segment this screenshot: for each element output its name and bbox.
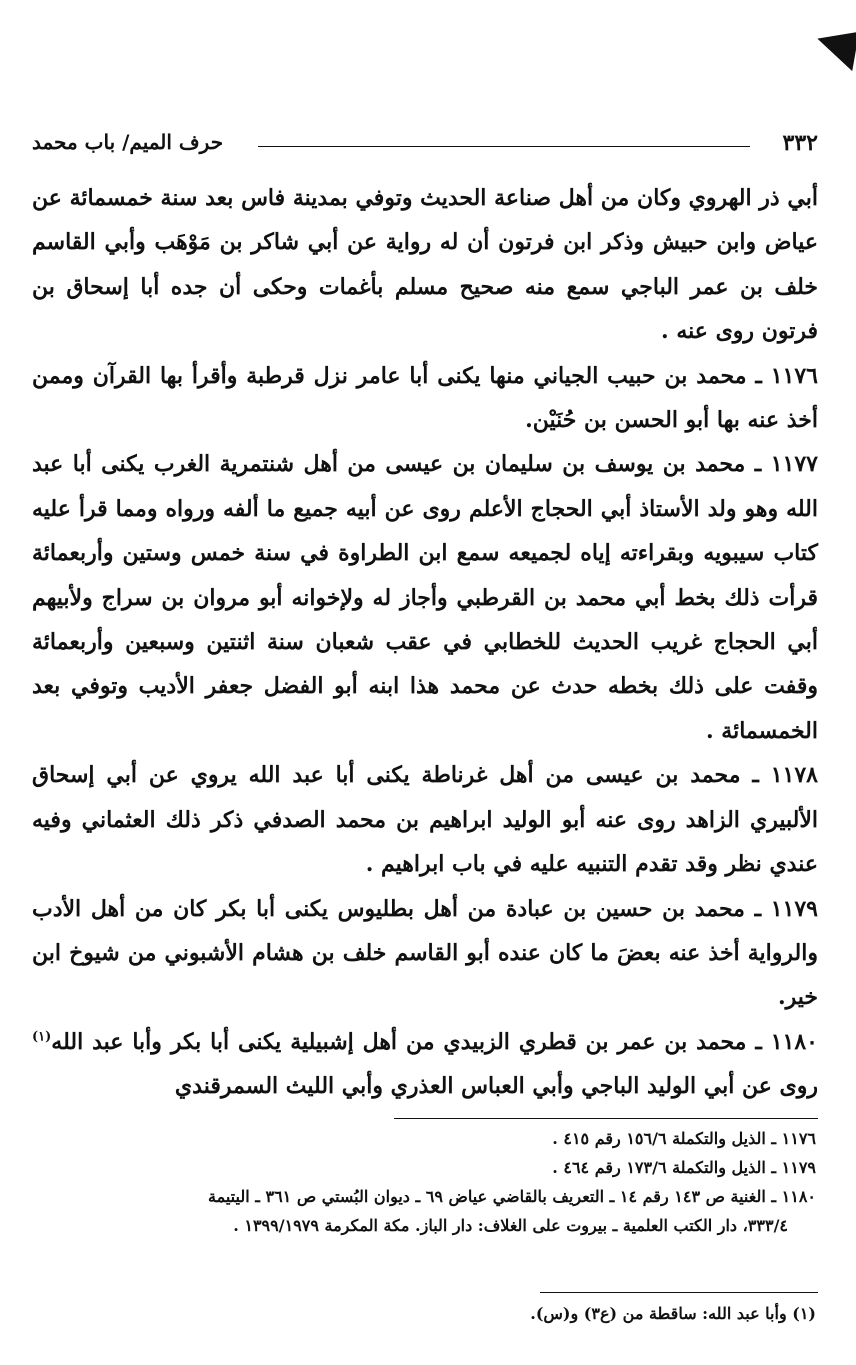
entry-number: ١١٧٩	[770, 895, 818, 922]
source-note: ١١٧٦ ـ الذيل والتكملة ١٥٦/٦ رقم ٤١٥ .	[552, 1129, 816, 1148]
entry-text: ـ محمد بن عيسى من أهل غرناطة يكنى أبا عبد الله يروي عن أبي إسحاق الألبيري الزاهد روى عنه أبو الوليد ابراهيم بن محمد الصدفي ذكر ذلك العثماني وفيه عندي نظر وقد تقدم التنبيه عليه في باب ابراهيم .	[32, 762, 818, 878]
entry-number: ١١٧٦	[770, 362, 818, 389]
paragraph-continued	[32, 176, 818, 354]
footnote: (١) وأبا عبد الله: ساقطة من (ع٣) و(س).	[530, 1304, 816, 1323]
entry-1179	[32, 887, 818, 1020]
entry-1177	[32, 442, 818, 753]
entry-text-continued: روى عن أبي الوليد الباجي وأبي العباس العذري وأبي الليث السمرقندي	[174, 1073, 818, 1100]
entry-1176	[32, 354, 818, 443]
entry-1180	[32, 1020, 818, 1109]
main-text	[32, 176, 818, 1109]
entry-text: ـ محمد بن حسين بن عبادة من أهل بطليوس يكنى أبا بكر كان من أهل الأدب والرواية أخذ عنه بعضَ ما كان عنده أبو القاسم خلف بن هشام الأشبوني من شيوخ ابن خير.	[32, 895, 818, 1011]
header-rule	[258, 146, 750, 147]
entry-text: ـ محمد بن عمر بن قطري الزبيدي من أهل إشبيلية يكنى أبا بكر وأبا عبد الله	[51, 1028, 762, 1055]
footnote-separator	[540, 1292, 818, 1293]
source-note: ١١٨٠ ـ الغنية ص ١٤٣ رقم ١٤ ـ التعريف بالقاضي عياض ٦٩ ـ ديوان البُستي ص ٣٦١ ـ اليتيمة	[208, 1187, 816, 1206]
notes-separator	[394, 1118, 818, 1119]
entry-number: ١١٨٠	[770, 1028, 818, 1055]
entry-number: ١١٧٧	[770, 451, 818, 478]
source-note: ١١٧٩ ـ الذيل والتكملة ١٧٣/٦ رقم ٤٦٤ .	[552, 1158, 816, 1177]
entry-number: ١١٧٨	[770, 762, 818, 789]
footnote-marker[interactable]: (١)	[32, 1029, 52, 1045]
entry-text: ـ محمد بن حبيب الجياني منها يكنى أبا عامر نزل قرطبة وأقرأ بها القرآن وممن أخذ عنه بها أبو الحسن بن حُنَيْن.	[32, 362, 818, 434]
running-head: حرف الميم/ باب محمد	[32, 130, 224, 154]
page-header	[32, 128, 818, 160]
paragraph-text: أبي ذر الهروي وكان من أهل صناعة الحديث وتوفي بمدينة فاس بعد سنة خمسمائة عن عياض وابن حبيش وذكر ابن فرتون أن له رواية عن أبي شاكر بن مَوْهَب وأبي القاسم خلف بن عمر الباجي سمع منه صحيح مسلم بأغمات وحكى أن جده أبا إسحاق بن فرتون روى عنه .	[32, 185, 818, 345]
source-notes	[32, 1124, 816, 1240]
entry-text: ـ محمد بن يوسف بن سليمان بن عيسى من أهل شنتمرية الغرب يكنى أبا عبد الله وهو ولد الأستاذ أبي الحجاج الأعلم روى عن أبيه جميع ما ألفه ورواه ومما قرأ عليه كتاب سيبويه وبقراءته إياه لجميعه سمع ابن الطراوة في سنة خمس وستين وأربعمائة قرأت ذلك بخط أبي محمد بن القرطبي وأجاز له ولإخوانه أبو مروان بن سراج ولأبيهم أبي الحجاج غريب الحديث للخطابي في عقب شعبان سنة اثنتين وسبعين وأربعمائة وقفت على ذلك بخطه حدث عن محمد هذا ابنه أبو الفضل جعفر الأديب وتوفي بعد الخمسمائة .	[32, 451, 818, 744]
source-note-continued: ٣٣٣/٤، دار الكتب العلمية ـ بيروت على الغلاف: دار الباز. مكة المكرمة ١٣٩٩/١٩٧٩ .	[233, 1216, 788, 1235]
page-number: ٣٣٢	[782, 130, 818, 156]
page-corner-mark	[813, 25, 856, 71]
entry-1178	[32, 753, 818, 886]
